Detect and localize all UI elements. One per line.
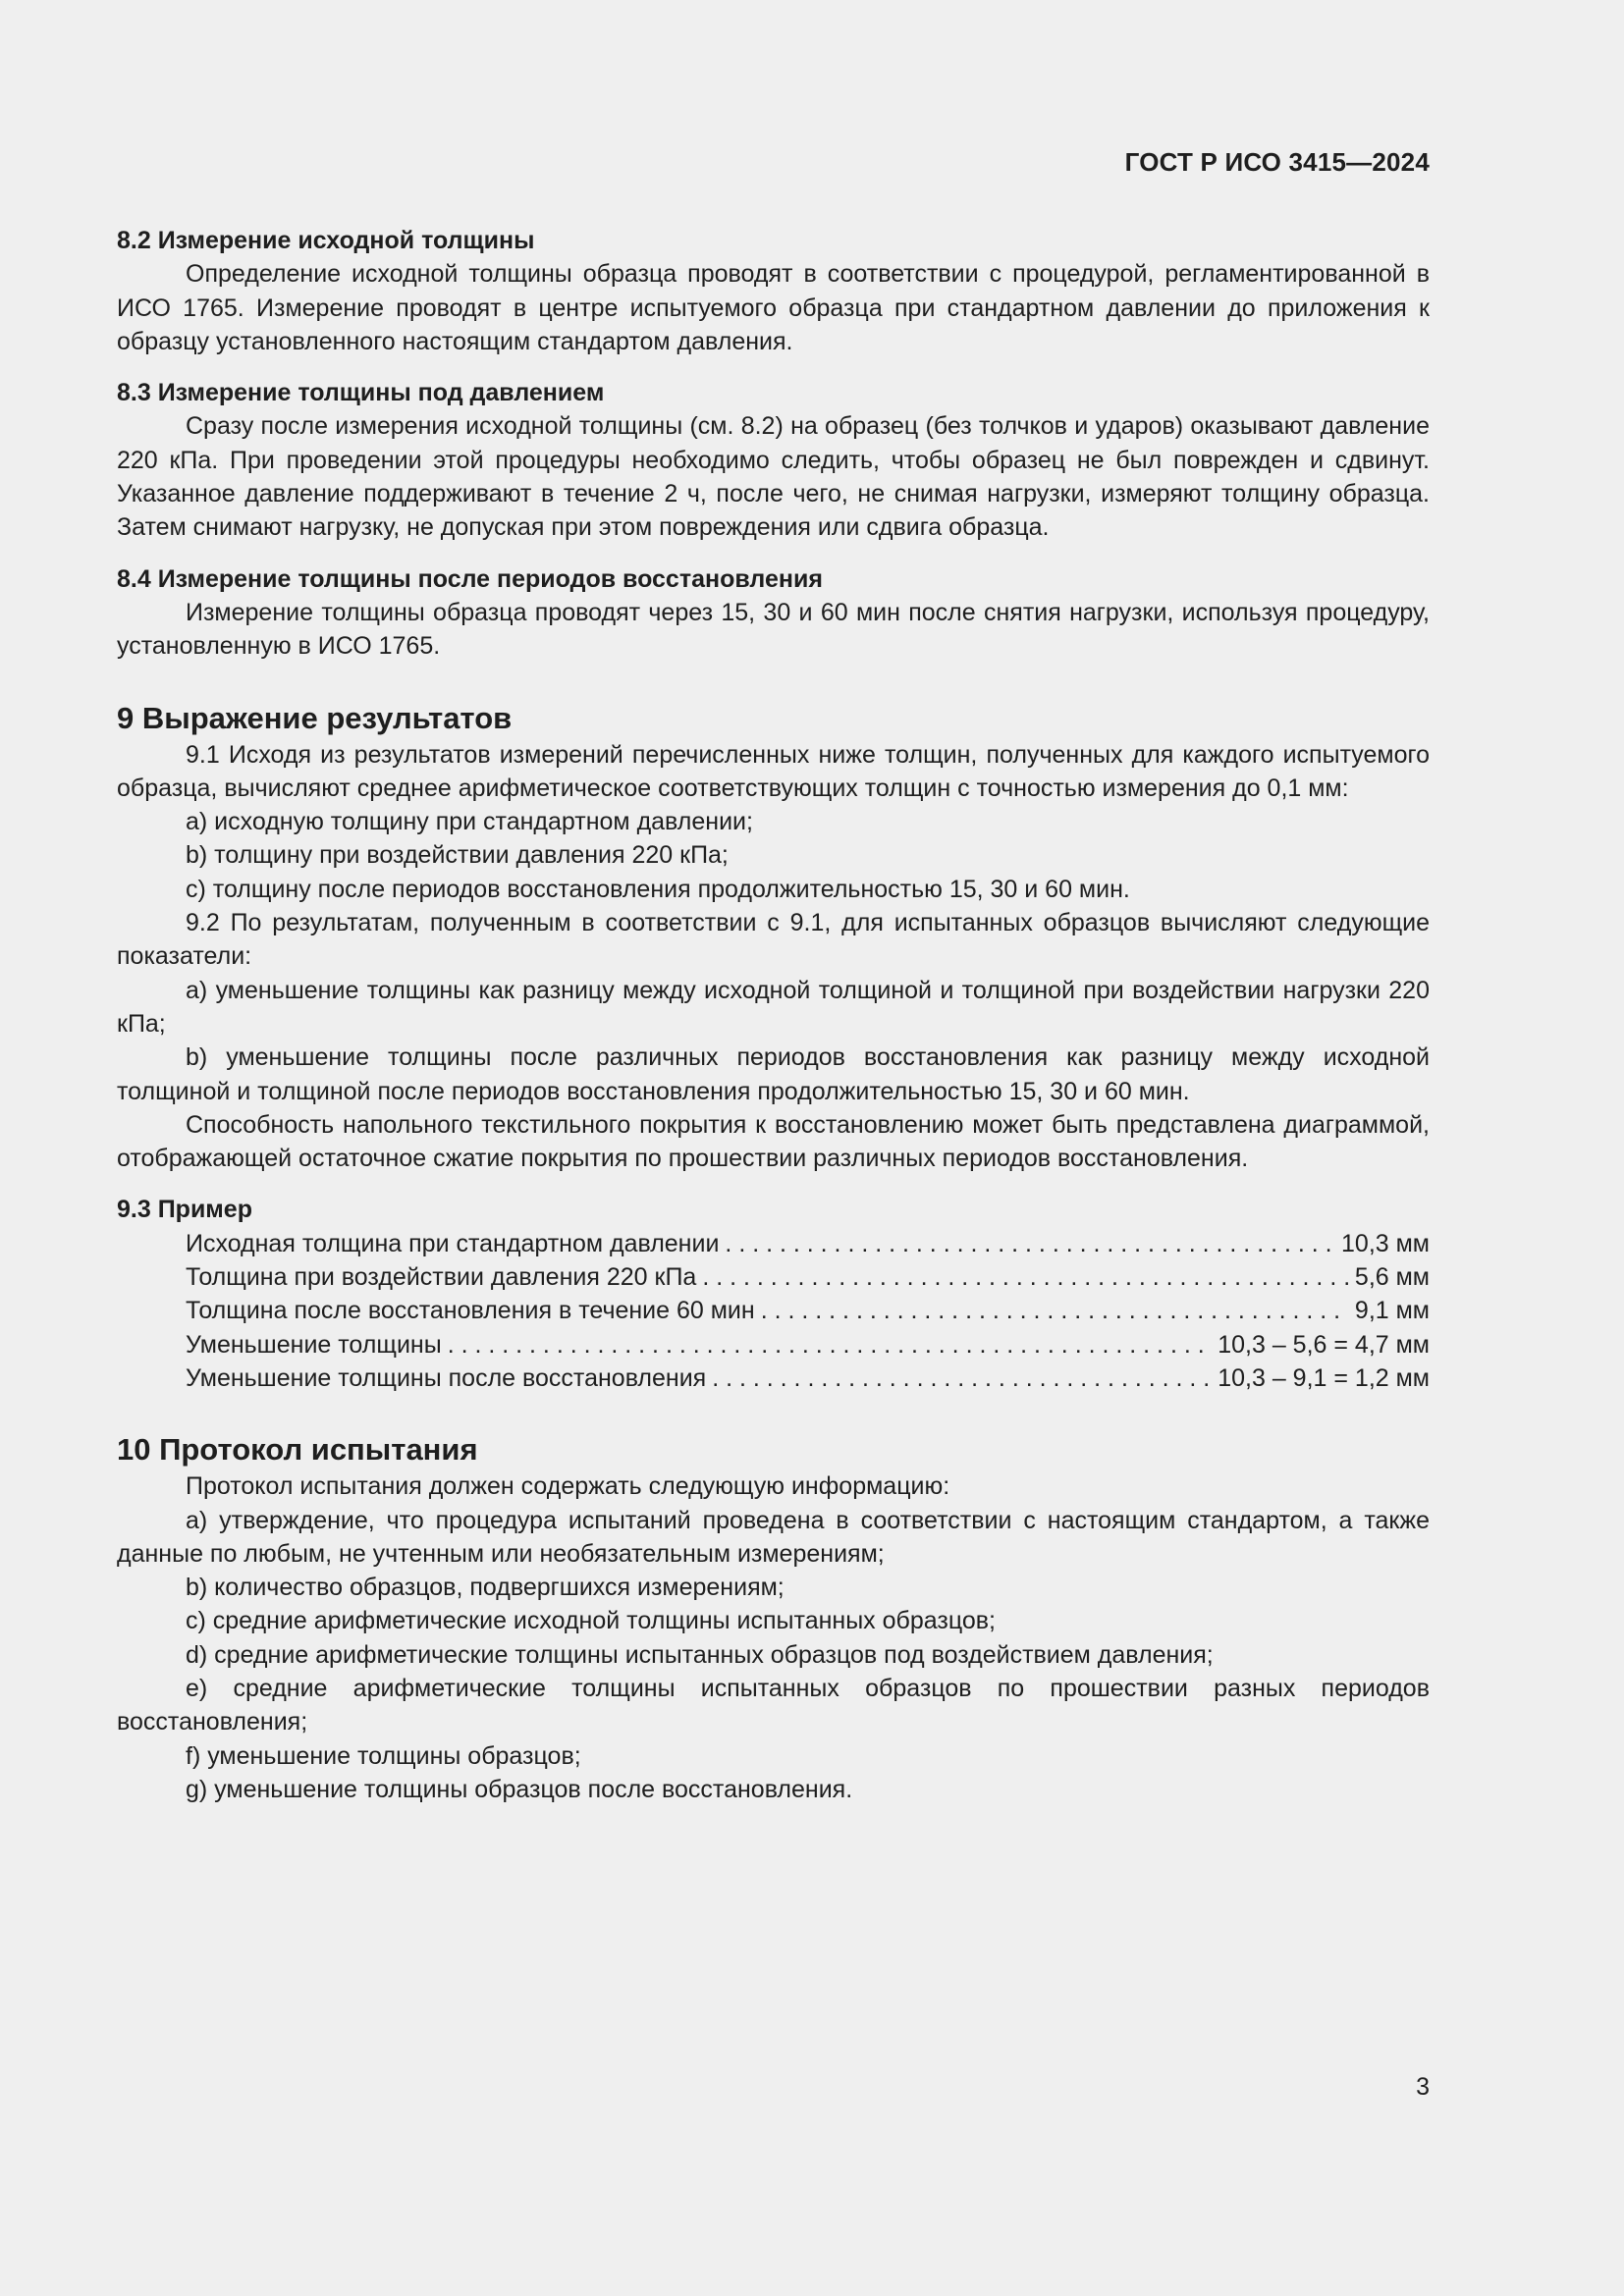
list-item: c) толщину после периодов восстановления продолжительностью 15, 30 и 60 мин. <box>186 875 1130 903</box>
subsection-9-3-heading: 9.3 Пример <box>117 1196 252 1224</box>
subsection-8-4-heading: 8.4 Измерение толщины после периодов восстановления <box>117 564 823 593</box>
subsection-8-3-heading: 8.3 Измерение толщины под давлением <box>117 379 605 407</box>
list-item: b) количество образцов, подвергшихся измерениям; <box>186 1574 785 1602</box>
subsection-8-4-text: Измерение толщины образца проводят через 15, 30 и 60 мин после снятия нагрузки, используя процедуру, установленную в ИСО 1765. <box>117 598 1430 661</box>
list-item: e) средние арифметические толщины испытанных образцов по прошествии разных периодов восстановления; <box>117 1674 1430 1736</box>
list-item: d) средние арифметические толщины испытанных образцов под воздействием давления; <box>186 1640 1214 1669</box>
paragraph-recovery: Способность напольного текстильного покрытия к восстановлению может быть представлена диаграммой, отображающей остаточное сжатие покрытия по прошествии различных периодов восстановления. <box>117 1110 1430 1173</box>
example-row <box>186 1260 1430 1294</box>
document-body <box>117 224 1430 1806</box>
example-value: 10,3 – 5,6 = 4,7 мм <box>1218 1330 1430 1359</box>
subsection-8-3-text: Сразу после измерения исходной толщины (см. 8.2) на образец (без толчков и ударов) оказывают давление 220 кПа. При проведении этой процедуры необходимо следить, чтобы образец не был поврежден и сдвинут. Указанное давление поддерживают в течение 2 ч, после чего, не снимая нагрузки, измеряют толщину образца. Затем снимают нагрузку, не допуская при этом повреждения или сдвига образца. <box>117 412 1430 542</box>
list-item: a) исходную толщину при стандартном давлении; <box>186 808 753 836</box>
section-9-heading: 9 Выражение результатов <box>117 700 513 735</box>
section-10-intro: Протокол испытания должен содержать следующую информацию: <box>186 1472 950 1501</box>
list-item: b) уменьшение толщины после различных периодов восстановления как разницу между исходной толщиной и толщиной после периодов восстановления продолжительностью 15, 30 и 60 мин. <box>117 1043 1430 1105</box>
list-item: f) уменьшение толщины образцов; <box>186 1741 581 1770</box>
dot-leader <box>761 1294 1349 1327</box>
example-row <box>186 1227 1430 1260</box>
dot-leader <box>448 1328 1213 1362</box>
list-item: c) средние арифметические исходной толщины испытанных образцов; <box>186 1607 996 1635</box>
list-9-2 <box>117 974 1430 1108</box>
dot-leader <box>725 1227 1335 1260</box>
example-label: Толщина при воздействии давления 220 кПа <box>186 1263 697 1292</box>
paragraph-9-2: 9.2 По результатам, полученным в соответствии с 9.1, для испытанных образцов вычисляют следующие показатели: <box>117 909 1430 971</box>
example-table <box>117 1227 1430 1395</box>
list-item: a) утверждение, что процедура испытаний проведена в соответствии с настоящим стандартом, а также данные по любым, не учтенным или необязательным измерениям; <box>117 1506 1430 1568</box>
page-number: 3 <box>1416 2073 1430 2101</box>
list-item: a) уменьшение толщины как разницу между исходной толщиной и толщиной при воздействии нагрузки 220 кПа; <box>117 976 1430 1038</box>
list-10 <box>117 1504 1430 1807</box>
example-value: 9,1 мм <box>1354 1297 1430 1325</box>
example-row <box>186 1328 1430 1362</box>
dot-leader <box>702 1260 1349 1294</box>
example-label: Уменьшение толщины после восстановления <box>186 1363 707 1392</box>
section-10-heading: 10 Протокол испытания <box>117 1432 478 1468</box>
example-value: 10,3 – 9,1 = 1,2 мм <box>1218 1363 1430 1392</box>
example-label: Исходная толщина при стандартном давлении <box>186 1229 720 1257</box>
subsection-8-2-heading: 8.2 Измерение исходной толщины <box>117 227 535 254</box>
paragraph-9-1: 9.1 Исходя из результатов измерений перечисленных ниже толщин, полученных для каждого испытуемого образца, вычисляют среднее арифметическое соответствующих толщин с точностью измерения до 0,1 мм: <box>117 740 1430 802</box>
example-label: Толщина после восстановления в течение 60 мин <box>186 1297 755 1325</box>
document-header: ГОСТ Р ИСО 3415—2024 <box>1124 147 1430 177</box>
example-value: 10,3 мм <box>1341 1229 1430 1257</box>
dot-leader <box>712 1362 1212 1395</box>
list-item: g) уменьшение толщины образцов после восстановления. <box>186 1775 853 1803</box>
example-value: 5,6 мм <box>1354 1263 1430 1292</box>
list-item: b) толщину при воздействии давления 220 кПа; <box>186 841 729 870</box>
example-row <box>186 1362 1430 1395</box>
list-9-1 <box>117 805 1430 906</box>
example-label: Уменьшение толщины <box>186 1330 442 1359</box>
subsection-8-2-text: Определение исходной толщины образца проводят в соответствии с процедурой, регламентированной в ИСО 1765. Измерение проводят в центре испытуемого образца при стандартном давлении до приложения к образцу установленного настоящим стандартом давления. <box>117 260 1430 355</box>
example-row <box>186 1294 1430 1327</box>
